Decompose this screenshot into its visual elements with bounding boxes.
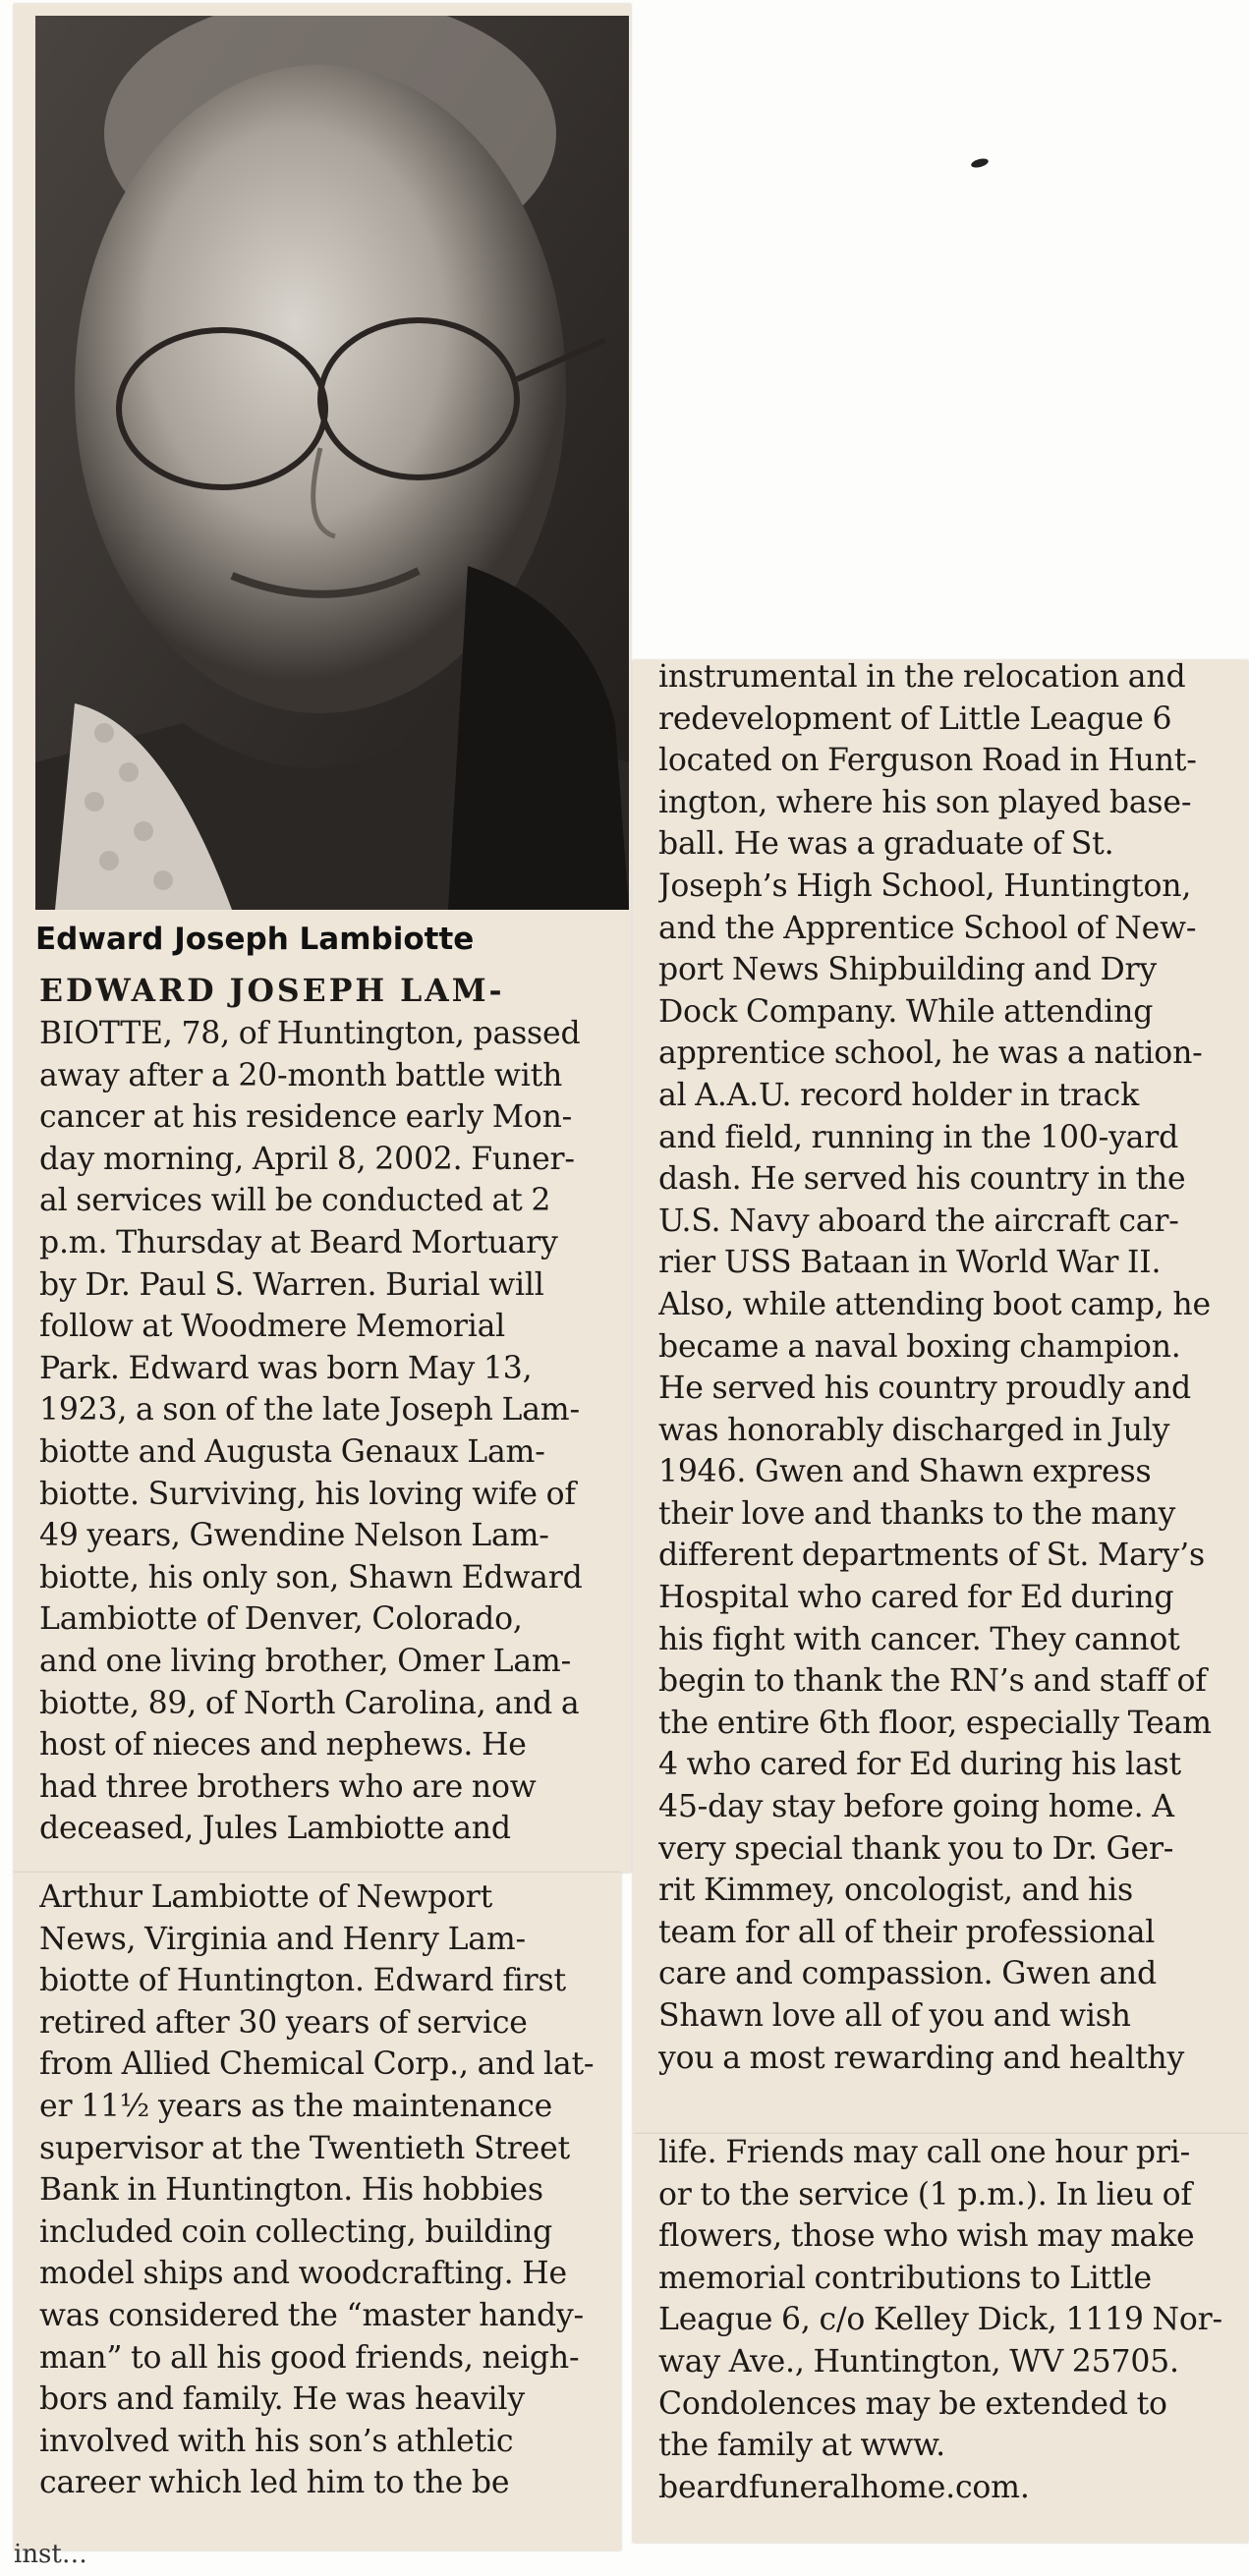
text-line: host of nieces and nephews. He — [39, 1727, 527, 1764]
text-line: man” to all his good friends, neigh- — [39, 2339, 580, 2376]
portrait-icon — [35, 16, 629, 910]
text-line: care and compassion. Gwen and — [658, 1956, 1157, 1992]
text-line: redevelopment of Little League 6 — [658, 700, 1172, 737]
text-line: BIOTTE, 78, of Huntington, passed — [39, 1016, 581, 1051]
text-line: very special thank you to Dr. Ger- — [658, 1830, 1174, 1867]
text-line: Dock Company. While attending — [658, 993, 1154, 1030]
text-line: biotte of Huntington. Edward first — [39, 1963, 566, 1999]
text-line: Bank in Huntington. His hobbies — [39, 2172, 543, 2209]
text-line: became a naval boxing champion. — [658, 1328, 1181, 1365]
text-line: U.S. Navy aboard the aircraft car- — [658, 1203, 1179, 1239]
text-line: located on Ferguson Road in Hunt- — [658, 743, 1197, 779]
lead-name: EDWARD JOSEPH LAM- — [39, 973, 505, 1009]
text-line: biotte, his only son, Shawn Edward — [39, 1559, 583, 1596]
obituary-caption: Edward Joseph Lambiotte — [35, 922, 475, 957]
cut-off-text: inst… — [14, 2540, 87, 2569]
text-line: er 11½ years as the maintenance — [39, 2088, 553, 2124]
text-line: by Dr. Paul S. Warren. Burial will — [39, 1266, 544, 1303]
text-line: Hospital who cared for Ed during — [658, 1580, 1174, 1616]
column-2-top — [633, 656, 1248, 2079]
text-line: or to the service (1 p.m.). In lieu of — [658, 2176, 1192, 2212]
text-line: day morning, April 8, 2002. Funer- — [39, 1141, 575, 1177]
text-line: port News Shipbuilding and Dry — [658, 952, 1157, 988]
text-line: ball. He was a graduate of St. — [658, 826, 1114, 863]
text-line: Lambiotte of Denver, Colorado, — [39, 1601, 523, 1638]
text-line: begin to thank the RN’s and staff of — [658, 1663, 1207, 1700]
text-line: model ships and woodcrafting. He — [39, 2256, 567, 2292]
text-line: Shawn love all of you and wish — [658, 1998, 1131, 2034]
text-line: instrumental in the relocation and — [658, 659, 1186, 695]
text-line: retired after 30 years of service — [39, 2004, 528, 2041]
text-line: apprentice school, he was a nation- — [658, 1036, 1203, 1072]
text-line: beardfuneralhome.com. — [658, 2469, 1030, 2505]
text-line: Condolences may be extended to — [658, 2385, 1167, 2422]
text-line: bors and family. He was heavily — [39, 2381, 525, 2418]
text-line: supervisor at the Twentieth Street — [39, 2130, 570, 2166]
text-line: He served his country proudly and — [658, 1371, 1192, 1407]
portrait-photo — [35, 16, 629, 910]
text-line: and the Apprentice School of New- — [658, 910, 1197, 946]
text-line: involved with his son’s athletic — [39, 2423, 514, 2459]
text-line: 1946. Gwen and Shawn express — [658, 1454, 1152, 1490]
text-line: the entire 6th floor, especially Team — [658, 1705, 1212, 1741]
text-line: and one living brother, Omer Lam- — [39, 1643, 572, 1679]
text-line: rier USS Bataan in World War II. — [658, 1245, 1162, 1281]
text-line: different departments of St. Mary’s — [658, 1538, 1205, 1574]
text-line: al A.A.U. record holder in track — [658, 1077, 1140, 1113]
scan-speck — [970, 157, 989, 169]
text-line: follow at Woodmere Memorial — [39, 1309, 506, 1345]
text-line: was honorably discharged in July — [658, 1412, 1170, 1448]
text-line: 49 years, Gwendine Nelson Lam- — [39, 1518, 549, 1554]
text-line: their love and thanks to the many — [658, 1495, 1176, 1532]
column-1-bottom — [14, 1876, 621, 2504]
text-line: memorial contributions to Little — [658, 2260, 1152, 2296]
column-1-top — [14, 971, 631, 1013]
text-line: rit Kimmey, oncologist, and his — [658, 1873, 1133, 1909]
text-line: deceased, Jules Lambiotte and — [39, 1811, 511, 1847]
text-line: career which led him to the be — [39, 2465, 510, 2501]
text-line: 45-day stay before going home. A — [658, 1789, 1174, 1825]
text-line: al services will be conducted at 2 — [39, 1183, 551, 1219]
column-1-top-body — [14, 1013, 631, 1850]
text-line: News, Virginia and Henry Lam- — [39, 1921, 526, 1957]
text-line: you a most rewarding and healthy — [658, 2040, 1185, 2076]
text-line: away after a 20-month battle with — [39, 1057, 563, 1093]
text-line: way Ave., Huntington, WV 25705. — [658, 2343, 1179, 2380]
text-line: biotte. Surviving, his loving wife of — [39, 1476, 576, 1512]
text-line: p.m. Thursday at Beard Mortuary — [39, 1224, 558, 1260]
text-line: cancer at his residence early Mon- — [39, 1099, 573, 1136]
text-line: his fight with cancer. They cannot — [658, 1621, 1180, 1657]
text-line: 4 who cared for Ed during his last — [658, 1747, 1181, 1783]
text-line: biotte and Augusta Genaux Lam- — [39, 1433, 545, 1470]
column-2-bottom — [633, 2132, 1248, 2508]
text-line: life. Friends may call one hour pri- — [658, 2135, 1191, 2170]
text-line: was considered the “master handy- — [39, 2297, 584, 2333]
text-line: the family at www. — [658, 2428, 945, 2464]
text-line: ington, where his son played base- — [658, 784, 1192, 820]
text-line: Joseph’s High School, Huntington, — [658, 868, 1192, 904]
text-line: dash. He served his country in the — [658, 1161, 1186, 1198]
text-line: Arthur Lambiotte of Newport — [39, 1879, 493, 1915]
text-line: Also, while attending boot camp, he — [658, 1286, 1211, 1322]
text-line: Park. Edward was born May 13, — [39, 1350, 533, 1386]
text-line: included coin collecting, building — [39, 2213, 553, 2250]
text-line: and field, running in the 100-yard — [658, 1119, 1179, 1155]
text-line: flowers, those who wish may make — [658, 2218, 1195, 2255]
text-line: 1923, a son of the late Joseph Lam- — [39, 1392, 580, 1428]
text-line: team for all of their professional — [658, 1914, 1156, 1950]
text-line: biotte, 89, of North Carolina, and a — [39, 1685, 580, 1721]
text-line: had three brothers who are now — [39, 1768, 537, 1805]
text-line: from Allied Chemical Corp., and lat- — [39, 2046, 595, 2083]
text-line: League 6, c/o Kelley Dick, 1119 Nor- — [658, 2302, 1222, 2338]
